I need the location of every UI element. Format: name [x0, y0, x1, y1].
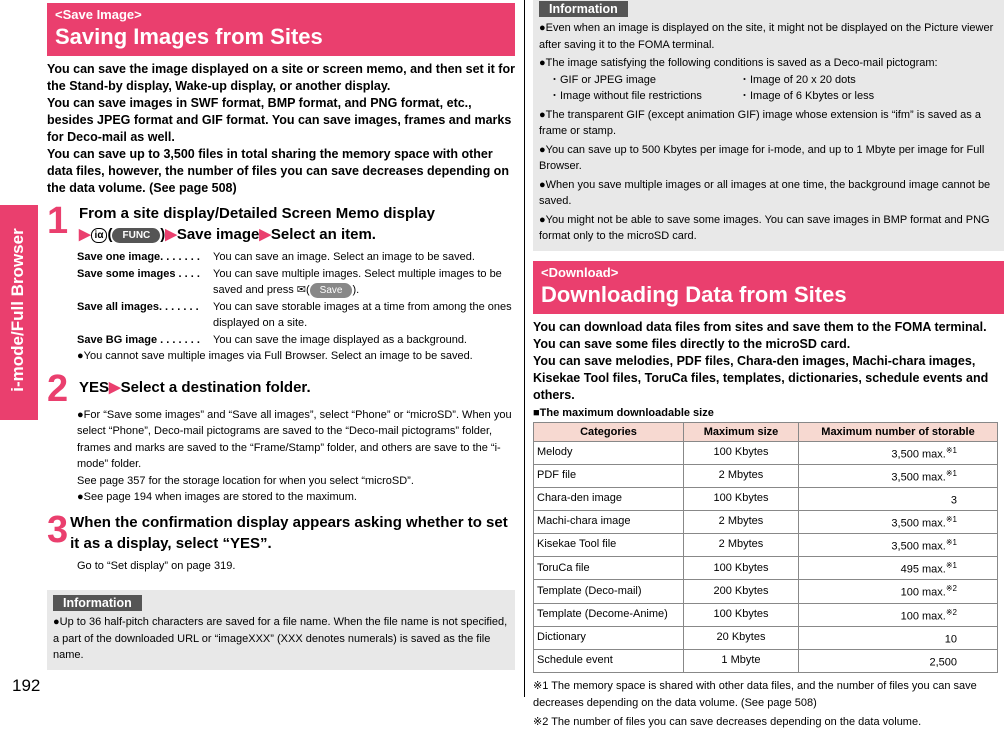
save-key: Save — [310, 283, 353, 298]
table-cell-size: 100 Kbytes — [684, 557, 799, 580]
table-cell-size: 20 Kbytes — [684, 626, 799, 649]
step-number: 3 — [47, 508, 69, 551]
right-column — [533, 0, 1004, 731]
table-cell-size: 100 Kbytes — [684, 487, 799, 510]
info-box-left — [47, 590, 515, 670]
arrow-icon: ▶ — [259, 226, 271, 243]
bullet-text: You cannot save multiple images via Full Browser. Select an image to be saved. — [83, 350, 473, 362]
menu-save-image: Save image — [176, 226, 260, 243]
step-text — [77, 203, 435, 245]
table-header: Maximum number of storable — [799, 422, 998, 441]
table-cell-category: Template (Decome-Anime) — [534, 603, 684, 626]
arrow-icon: ▶ — [79, 226, 91, 243]
count-value: 3 — [950, 494, 957, 507]
option-term: Save one image. . . . . . . — [77, 251, 200, 263]
intro-paragraph: You can save up to 3,500 files in total sharing the memory space with other data files, however, the number of files you can save decreases depending on the data volume. (See page 508) — [47, 147, 509, 195]
step-line: ▶ iα ( FUNC )▶Save image▶Select an item. — [79, 226, 376, 243]
bullet-text: See page 357 for the storage location for when you select “microSD”. — [77, 474, 414, 487]
condition-item: ・Image of 20 x 20 dots — [739, 73, 856, 86]
option-desc: You can save storable images at a time from among the ones displayed on a site. — [213, 300, 512, 329]
bullet-note: ●For “Save some images” and “Save all images”, select “Phone” or “microSD”. When you select “Phone”, Deco-mail pictograms are saved to the “Deco-mail pictograms” folder, frames and marks are saved to the “Frame/Stamp” folder, and others are save to the “i-mode” folder. See page 357 for the storage location for when you select “microSD”. — [77, 408, 512, 487]
table-cell-size: 2 Mbytes — [684, 510, 799, 533]
step-line: From a site display/Detailed Screen Memo display — [79, 205, 435, 222]
table-body — [534, 441, 998, 673]
table-cell-count — [799, 603, 998, 626]
step-2 — [47, 367, 515, 410]
download-size-table — [533, 422, 998, 674]
option-row — [77, 266, 515, 299]
table-cell-category: Kisekae Tool file — [534, 534, 684, 557]
table-header-row — [534, 422, 998, 441]
table-cell-count — [799, 487, 998, 510]
table-cell-category: Machi-chara image — [534, 510, 684, 533]
info-line: ●Up to 36 half-pitch characters are saved for a file name. When the file name is not specified, a part of the downloaded URL or “imageXXX” (XXX denotes numerals) is saved as the file name. — [53, 616, 508, 661]
info-line: ●The transparent GIF (except animation GIF) image whose extension is “ifm” is saved as a frame or stamp. — [539, 108, 981, 137]
table-cell-category: Melody — [534, 441, 684, 464]
table-cell-count — [799, 580, 998, 603]
table-row — [534, 626, 998, 649]
table-row — [534, 534, 998, 557]
option-term: Save all images. . . . . . . — [77, 300, 199, 313]
arrow-icon: ▶ — [165, 226, 177, 243]
table-cell-count — [799, 534, 998, 557]
table-caption: ■The maximum downloadable size — [533, 406, 714, 419]
info-text: Even when an image is displayed on the site, it might not be displayed on the Picture viewer after saving it to the FOMA terminal. — [539, 22, 994, 51]
info-label: Information — [539, 1, 628, 17]
table-row — [534, 441, 998, 464]
info-text: The image satisfying the following conditions is saved as a Deco-mail pictogram: — [545, 57, 938, 69]
i-mode-key-icon: iα — [91, 228, 108, 243]
bullet-text: See page 194 when images are stored to the maximum. — [83, 491, 357, 503]
left-column — [47, 0, 515, 670]
step-1 — [47, 200, 515, 245]
info-text: You can save up to 500 Kbytes per image for i-mode, and up to 1 Mbyte per image for Full Browser. — [539, 143, 985, 172]
option-term: Save some images . . . . — [77, 267, 200, 280]
intro-paragraph: You can save the image displayed on a site or screen memo, and then set it for the Stand-by display, Wake-up display, or another display. — [47, 62, 515, 93]
option-desc: You can save the image displayed as a background. — [213, 333, 467, 346]
arrow-icon: ▶ — [109, 378, 121, 396]
option-term: Save BG image . . . . . . . — [77, 333, 200, 346]
bullet-note: ●You cannot save multiple images via Full Browser. Select an image to be saved. — [77, 350, 473, 362]
info-box-right — [533, 0, 1004, 251]
option-desc: You can save an image. Select an image to be saved. — [213, 251, 475, 263]
footnote-mark: ※2 — [945, 607, 957, 617]
table-cell-size: 100 Kbytes — [684, 603, 799, 626]
table-cell-category: PDF file — [534, 464, 684, 487]
table-cell-category: Chara-den image — [534, 487, 684, 510]
table-row — [534, 487, 998, 510]
info-text: The transparent GIF (except animation GIF) image whose extension is “ifm” is saved as a frame or stamp. — [539, 108, 981, 137]
bullet-text: For “Save some images” and “Save all images”, select “Phone” or “microSD”. When you select “Phone”, Deco-mail pictograms are saved to the “Deco-mail pictograms” folder, frames and marks are saved to the “Frame/Stamp” folder, and others are save to the “i-mode” folder. — [77, 408, 512, 470]
option-desc: You can save multiple images. Select multiple images to be saved and press ✉( Save ). — [213, 267, 502, 296]
footnote-mark: ※2 — [945, 584, 957, 594]
step-action: Select a destination folder. — [120, 378, 311, 396]
count-value: 2,500 — [929, 656, 957, 669]
intro-paragraph: You can save melodies, PDF files, Chara-den images, Machi-chara images, Kisekae Tool files, ToruCa files, templates, dictionaries, schedule events and others. — [533, 353, 989, 402]
section-subtitle: <Download> — [541, 264, 619, 280]
footnote-mark: ※1 — [945, 538, 957, 548]
table-cell-size: 200 Kbytes — [684, 580, 799, 603]
table-cell-count — [799, 649, 998, 672]
section-title: Saving Images from Sites — [55, 24, 323, 49]
intro-text — [47, 61, 515, 197]
info-label: Information — [53, 595, 142, 611]
section-header-save-image — [47, 3, 515, 56]
footnote-mark: ※1 — [945, 445, 957, 455]
table-cell-category: ToruCa file — [534, 557, 684, 580]
info-text: You might not be able to save some images. You can save images in BMP format and PNG format only to the microSD card. — [539, 213, 990, 242]
option-row — [77, 299, 515, 332]
condition-grid — [539, 72, 998, 89]
count-value: 3,500 max. — [891, 448, 946, 461]
intro-paragraph: You can download data files from sites and save them to the FOMA terminal. You can save some files directly to the microSD card. — [533, 319, 987, 351]
info-line: ●You can save up to 500 Kbytes per image for i-mode, and up to 1 Mbyte per image for Full Browser. — [539, 143, 985, 172]
table-cell-count — [799, 441, 998, 464]
info-line: ●You might not be able to save some images. You can save images in BMP format and PNG format only to the microSD card. — [539, 213, 990, 242]
option-row — [77, 249, 515, 266]
count-value: 3,500 max. — [891, 540, 946, 553]
table-cell-size: 1 Mbyte — [684, 649, 799, 672]
info-line: ●When you save multiple images or all images at one time, the background image cannot be saved. — [539, 178, 991, 207]
table-row — [534, 464, 998, 487]
section-header-download — [533, 261, 1004, 314]
table-cell-size: 100 Kbytes — [684, 441, 799, 464]
section-title: Downloading Data from Sites — [541, 281, 847, 307]
table-row — [534, 649, 998, 672]
table-cell-size: 2 Mbytes — [684, 464, 799, 487]
page-number: 192 — [12, 676, 41, 695]
table-row — [534, 580, 998, 603]
step-action: Select an item. — [270, 226, 376, 243]
side-tab-label: i-mode/Full Browser — [8, 228, 27, 392]
count-value: 10 — [944, 633, 957, 646]
condition-item: ・Image of 6 Kbytes or less — [739, 90, 875, 102]
condition-item: ・Image without file restrictions — [549, 90, 702, 102]
footnote: ※2 The number of files you can save decreases depending on the data volume. — [533, 716, 922, 729]
footnote: ※1 The memory space is shared with other data files, and the number of files you can save decreases depending on the data volume. (See page 508) — [533, 680, 977, 709]
table-row — [534, 603, 998, 626]
mail-key-icon: ✉ — [296, 284, 306, 296]
info-line: ●Even when an image is displayed on the site, it might not be displayed on the Picture viewer after saving it to the FOMA terminal. — [539, 22, 994, 51]
info-line: ●The image satisfying the following conditions is saved as a Deco-mail pictogram: — [539, 57, 938, 69]
footnote-mark: ※1 — [945, 514, 957, 524]
table-cell-category: Dictionary — [534, 626, 684, 649]
intro-paragraph: You can save images in SWF format, BMP format, and PNG format, etc., besides JPEG format and GIF format. You can save images, frames and marks for Deco-mail as well. — [47, 96, 512, 144]
table-row — [534, 510, 998, 533]
column-divider — [524, 0, 525, 697]
step-text — [77, 371, 311, 407]
option-desc-text: You can save multiple images. Select multiple images to be saved and press — [213, 267, 502, 296]
table-cell-count — [799, 557, 998, 580]
info-text: When you save multiple images or all images at one time, the background image cannot be saved. — [539, 178, 991, 207]
count-value: 100 max. — [900, 610, 946, 623]
bullet-note: ●See page 194 when images are stored to the maximum. — [77, 491, 357, 503]
info-text: Up to 36 half-pitch characters are saved for a file name. When the file name is not specified, a part of the downloaded URL or “imageXXX” (XXX denotes numerals) is saved as the file name. — [53, 616, 508, 661]
table-cell-category: Template (Deco-mail) — [534, 580, 684, 603]
option-row — [77, 332, 515, 349]
intro-text — [533, 319, 1004, 404]
condition-item: ・GIF or JPEG image — [549, 73, 656, 86]
table-cell-count — [799, 464, 998, 487]
count-value: 3,500 max. — [891, 517, 946, 530]
condition-grid — [539, 88, 998, 105]
table-header: Categories — [534, 422, 684, 441]
count-value: 3,500 max. — [891, 471, 946, 484]
table-cell-count — [799, 626, 998, 649]
count-value: 495 max. — [900, 563, 946, 576]
step-sub: Go to “Set display” on page 319. — [77, 559, 236, 572]
step-3 — [47, 508, 515, 554]
option-list — [77, 249, 515, 365]
table-cell-count — [799, 510, 998, 533]
footnote-mark: ※1 — [945, 561, 957, 571]
step-yes: YES — [79, 378, 110, 396]
table-cell-category: Schedule event — [534, 649, 684, 672]
count-value: 100 max. — [900, 587, 946, 600]
section-subtitle: <Save Image> — [55, 7, 142, 22]
table-header: Maximum size — [684, 422, 799, 441]
table-cell-size: 2 Mbytes — [684, 534, 799, 557]
side-index-tab — [0, 0, 41, 697]
step-number: 2 — [47, 367, 69, 410]
step-text: When the confirmation display appears asking whether to set it as a display, select “YES”. — [70, 513, 508, 552]
step-number: 1 — [47, 200, 69, 242]
func-key: FUNC — [112, 228, 160, 243]
table-row — [534, 557, 998, 580]
footnote-mark: ※1 — [945, 468, 957, 478]
